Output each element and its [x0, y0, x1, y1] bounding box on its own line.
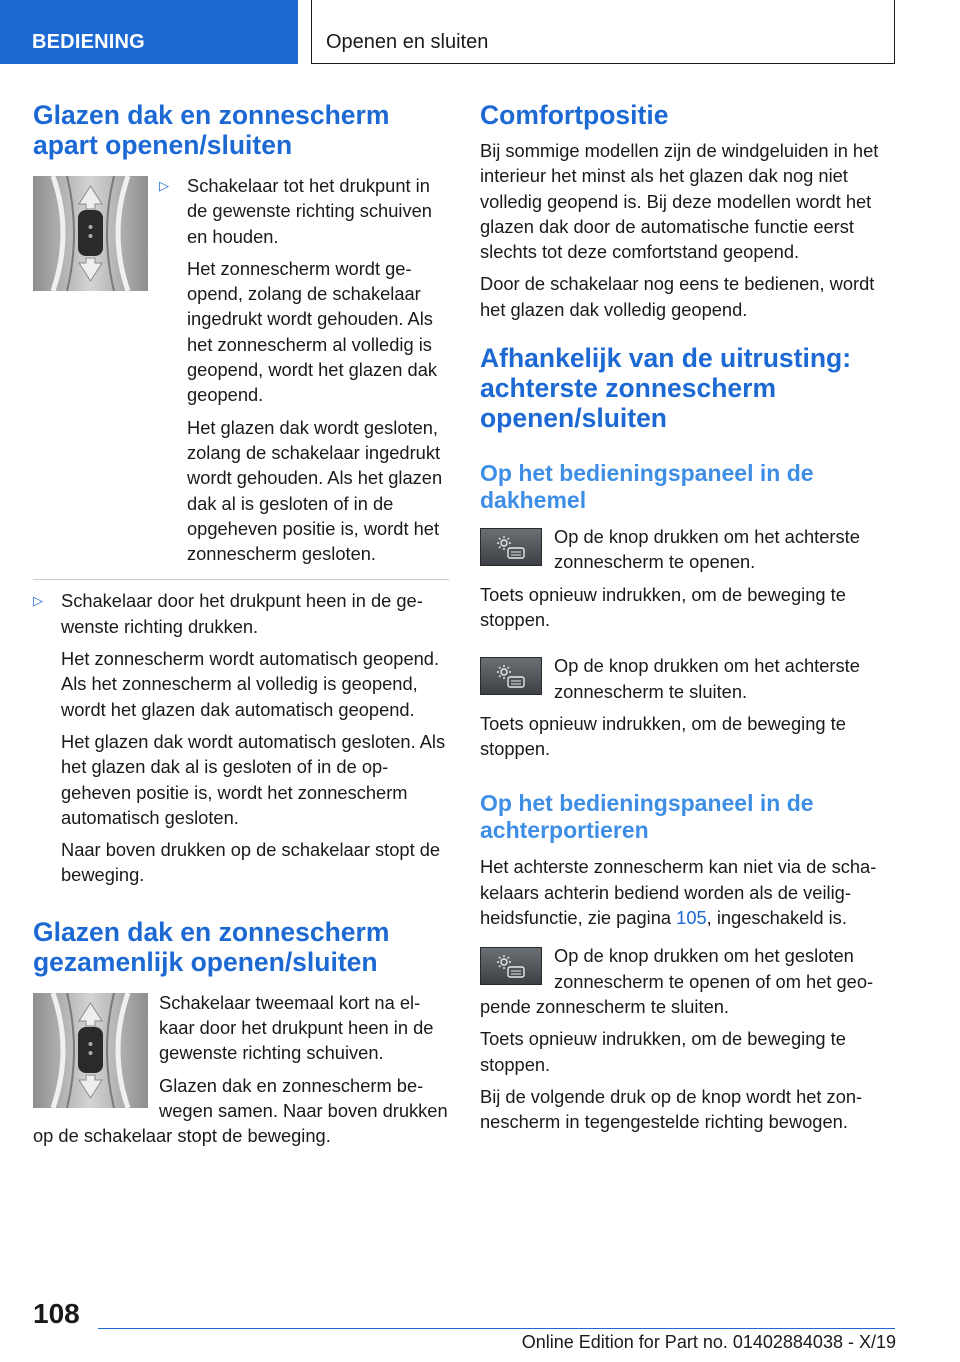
doors-para-2: Op de knop drukken om het gesloten zonnescherm te openen of om het geopende zonnescherm te sluiten.: [480, 945, 874, 1017]
edition-note: Online Edition for Part no. 01402884038 - X/19: [521, 1332, 896, 1352]
bullet-push: [33, 588, 449, 887]
heading-rear-sunblind: Afhankelijk van de uitrusting: achterste zonnescherm openen/sluiten: [480, 343, 852, 434]
roof-para-1: Op de knop drukken om het achterste zonnescherm te openen.: [554, 526, 860, 573]
bullet-2-para-2: Het zonnescherm wordt automatisch geopend. Als het zonnescherm al volledig is geopend, wordt het glazen dak automatisch geopend.: [61, 648, 440, 720]
sunblind-button-icon: [480, 947, 542, 985]
comfort-para-1: Bij sommige modellen zijn de windgeluiden in het interieur het minst als het glazen dak nog niet volledig geopend is. Bij deze modellen wordt het glazen dak door de automatische functie eerst slechts tot deze comfortstand geopend.: [480, 140, 879, 263]
doors-para-1: Het achterste zonnescherm kan niet via de schakelaars achterin bediend worden als de veiligheidsfunctie, zie pagina 105, ingeschakeld is.: [480, 856, 877, 929]
heading-comfort: Comfortpositie: [480, 100, 669, 130]
roof-para-2: Toets opnieuw indrukken, om de beweging te stoppen.: [480, 583, 846, 630]
heading-rear-doors: Op het bedieningspaneel in de achterportieren: [480, 790, 814, 844]
heading-apart: Glazen dak en zonnescherm apart openen/sluiten: [33, 100, 390, 160]
page-number: 108: [33, 1298, 80, 1329]
section-tab: BEDIENING: [0, 0, 298, 64]
doors-para-3: Toets opnieuw indrukken, om de beweging te stoppen.: [480, 1028, 846, 1075]
bullet-2-para-4: Naar boven drukken op de schakelaar stopt de beweging.: [61, 839, 441, 886]
comfort-para-2: Door de schakelaar nog eens te bedienen, wordt het glazen dak volledig geopend.: [480, 273, 875, 320]
bullet-2-para-3: Het glazen dak wordt automatisch gesloten. Als het glazen dak al is gesloten of in de opgeheven positie is, wordt het zonnescherm automatisch gesloten.: [61, 730, 446, 828]
divider: [33, 579, 449, 580]
bullet-1-para-2: Het zonnescherm wordt geopend, zolang de schakelaar ingedrukt wordt gehouden. Als het zonnescherm al volledig is geopend, wordt het glazen dak geopend.: [187, 257, 438, 406]
roof-para-3: Op de knop drukken om het achterste zonnescherm te sluiten.: [554, 655, 860, 702]
bullet-2-text: ▷ Schakelaar door het drukpunt heen in de gewenste richting drukken.: [33, 590, 423, 637]
triangle-bullet-icon: ▷: [33, 593, 43, 609]
bullet-1-para-3: Het glazen dak wordt gesloten, zolang de schakelaar ingedrukt wordt gehouden. Als het glazen dak al is gesloten of in de opgeheven positie is, wordt het zonnescherm gesloten.: [187, 416, 443, 565]
page-link[interactable]: 105: [676, 907, 707, 929]
roof-para-4: Toets opnieuw indrukken, om de beweging te stoppen.: [480, 712, 846, 760]
sunblind-button-icon: [480, 528, 542, 566]
triangle-bullet-icon: ▷: [159, 178, 169, 193]
roof-switch-image-2: [33, 993, 148, 1108]
footer-rule: [98, 1328, 895, 1329]
together-para-2: Glazen dak en zonnescherm bewegen samen. Naar boven drukken op de schakelaar stopt de beweging.: [33, 1074, 448, 1147]
sunblind-button-icon: [480, 657, 542, 695]
heading-together: Glazen dak en zonnescherm gezamenlijk openen/sluiten: [33, 916, 390, 977]
bullet-slide: [159, 173, 449, 573]
chapter-title: Openen en sluiten: [311, 0, 895, 64]
bullet-1-text: ▷ Schakelaar tot het drukpunt in de gewenste richting schuiven en houden.: [159, 175, 432, 247]
right-column: [480, 100, 896, 1141]
roof-switch-image: [33, 176, 148, 291]
heading-roof-panel: Op het bedieningspaneel in de dakhemel: [480, 460, 814, 514]
left-column: [33, 100, 449, 1156]
doors-para-4: Bij de volgende druk op de knop wordt het zonnescherm in tegengestelde richting bewogen.: [480, 1085, 863, 1133]
together-para-1: Schakelaar tweemaal kort na elkaar door het drukpunt heen in de gewenste richting schuiven.: [159, 991, 434, 1064]
